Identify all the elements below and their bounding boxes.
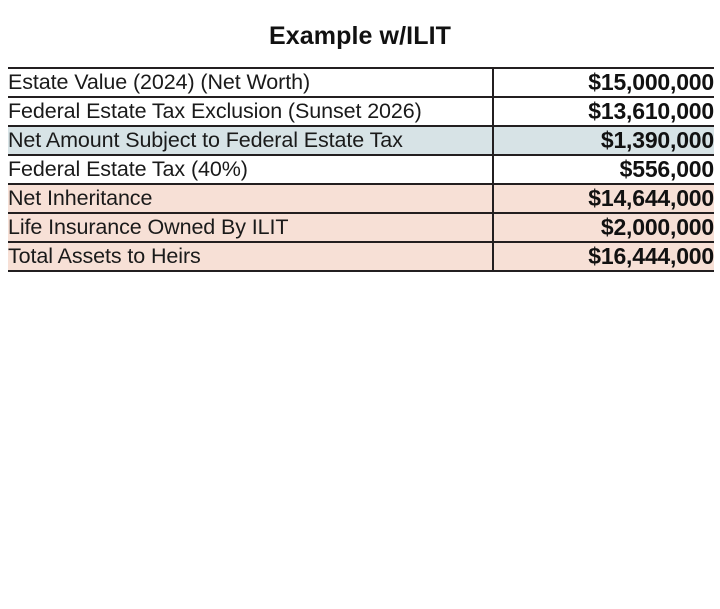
row-label: Life Insurance Owned By ILIT — [8, 213, 493, 242]
row-value: $14,644,000 — [493, 184, 714, 213]
page-title: Example w/ILIT — [268, 22, 451, 50]
row-value: $13,610,000 — [493, 97, 714, 126]
row-value: $556,000 — [493, 155, 714, 184]
row-value: $2,000,000 — [493, 213, 714, 242]
row-label: Net Amount Subject to Federal Estate Tax — [8, 126, 493, 155]
table-row — [8, 242, 714, 271]
table-row — [8, 155, 714, 184]
table-row — [8, 97, 714, 126]
row-label: Estate Value (2024) (Net Worth) — [8, 68, 493, 97]
table-row — [8, 213, 714, 242]
estate-tax-table — [8, 67, 714, 272]
table-row — [8, 68, 714, 97]
row-label: Net Inheritance — [8, 184, 493, 213]
row-value: $15,000,000 — [493, 68, 714, 97]
table-body — [8, 68, 714, 271]
row-label: Total Assets to Heirs — [8, 242, 493, 271]
row-label: Federal Estate Tax Exclusion (Sunset 2026) — [8, 97, 493, 126]
table-row — [8, 126, 714, 155]
row-value: $16,444,000 — [493, 242, 714, 271]
row-label: Federal Estate Tax (40%) — [8, 155, 493, 184]
table-row — [8, 184, 714, 213]
row-value: $1,390,000 — [493, 126, 714, 155]
